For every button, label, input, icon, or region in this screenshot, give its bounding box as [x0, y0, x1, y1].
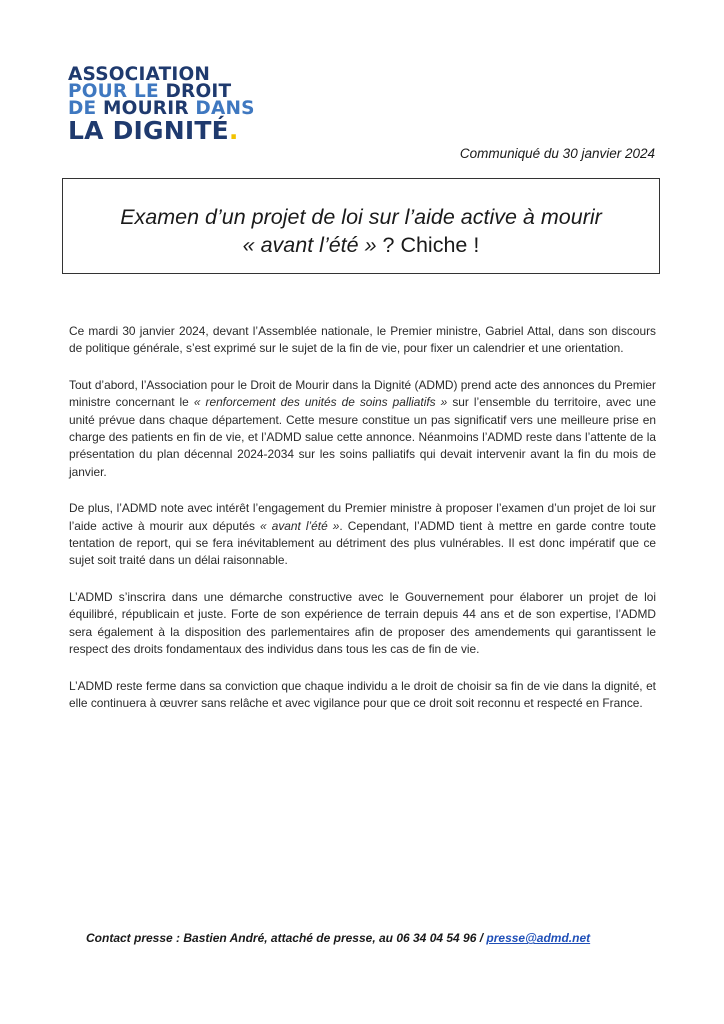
logo-text-dans: DANS	[195, 98, 255, 119]
logo-line-de-mourir-dans	[68, 100, 283, 117]
title-quote-avant-ete: « avant l’été »	[242, 233, 377, 257]
title-chiche: ? Chiche !	[376, 233, 480, 257]
logo-dot: .	[228, 116, 239, 145]
logo-text-mourir: MOURIR	[103, 98, 196, 119]
title-box	[62, 178, 660, 274]
paragraph-2-part-a: Tout d’abord, l’Association pour le Droit de Mourir dans la Dignité (ADMD) prend acte des annonces du Premier ministre concernant le	[69, 377, 656, 410]
paragraph-2-part-b: sur l’ensemble du territoire, avec une unité prévue dans chaque département. Cette mesure constitue un pas significatif vers une meilleure prise en charge des patients en fin de vie, et l’ADMD salue cette annonce. Néanmoins l’ADMD reste dans l’attente de la présentation du plan décennal 2024-2034 sur les soins palliatifs qui devait intervenir avant la fin du mois de janvier.	[69, 395, 656, 479]
title-line-1: Examen d’un projet de loi sur l’aide active à mourir	[120, 205, 602, 229]
paragraph-1: Ce mardi 30 janvier 2024, devant l’Assemblée nationale, le Premier ministre, Gabriel Attal, dans son discours de politique générale, s’est exprimé sur le sujet de la fin de vie, pour fixer un calendrier et une orientation.	[69, 324, 656, 356]
paragraph-4: L’ADMD s’inscrira dans une démarche constructive avec le Gouvernement pour élaborer un projet de loi équilibré, républicain et juste. Forte de son expérience de terrain depuis 44 ans et de son expertise, l’ADMD sera également à la disposition des parlementaires afin de proposer des amendements qui garantissent le respect des droits fondamentaux des individus dans tous les cas de fin de vie.	[69, 589, 656, 657]
press-release-body	[69, 323, 656, 731]
logo-text-pour-le: POUR LE	[68, 81, 166, 102]
logo-line-association: ASSOCIATION	[68, 64, 211, 85]
press-contact	[86, 931, 590, 945]
paragraph-3-part-b: . Cependant, l’ADMD tient à mettre en garde contre toute tentation de report, qui se fera inévitablement au détriment des plus vulnérables. Il est donc impératif que ce sujet soit traité dans un délai raisonnable.	[69, 518, 656, 568]
logo-text-la-dignite: LA DIGNITÉ	[68, 116, 229, 145]
paragraph-2	[69, 377, 656, 481]
paragraph-5: L’ADMD reste ferme dans sa conviction que chaque individu a le droit de choisir sa fin de vie dans la dignité, et elle continuera à œuvrer sans relâche et avec vigilance pour que ce droit soit reconnu et respecté en France.	[69, 678, 656, 710]
paragraph-3-quote: « avant l’été »	[260, 518, 340, 533]
title-line-2	[63, 231, 659, 259]
admd-logo	[68, 66, 283, 144]
logo-line-la-dignite	[68, 118, 283, 144]
logo-text-droit: DROIT	[165, 81, 232, 102]
paragraph-3	[69, 500, 656, 570]
logo-text-de: DE	[68, 98, 104, 119]
communique-date: Communiqué du 30 janvier 2024	[459, 146, 655, 161]
press-email-link[interactable]: presse@admd.net	[486, 931, 591, 945]
paragraph-3-part-a: De plus, l’ADMD note avec intérêt l’engagement du Premier ministre à proposer l’examen d’un projet de loi sur l’aide active à mourir aux députés	[69, 501, 656, 533]
paragraph-2-quote: « renforcement des unités de soins palliatifs »	[193, 395, 448, 410]
press-contact-text: Contact presse : Bastien André, attaché de presse, au 06 34 04 54 96 /	[86, 931, 487, 945]
